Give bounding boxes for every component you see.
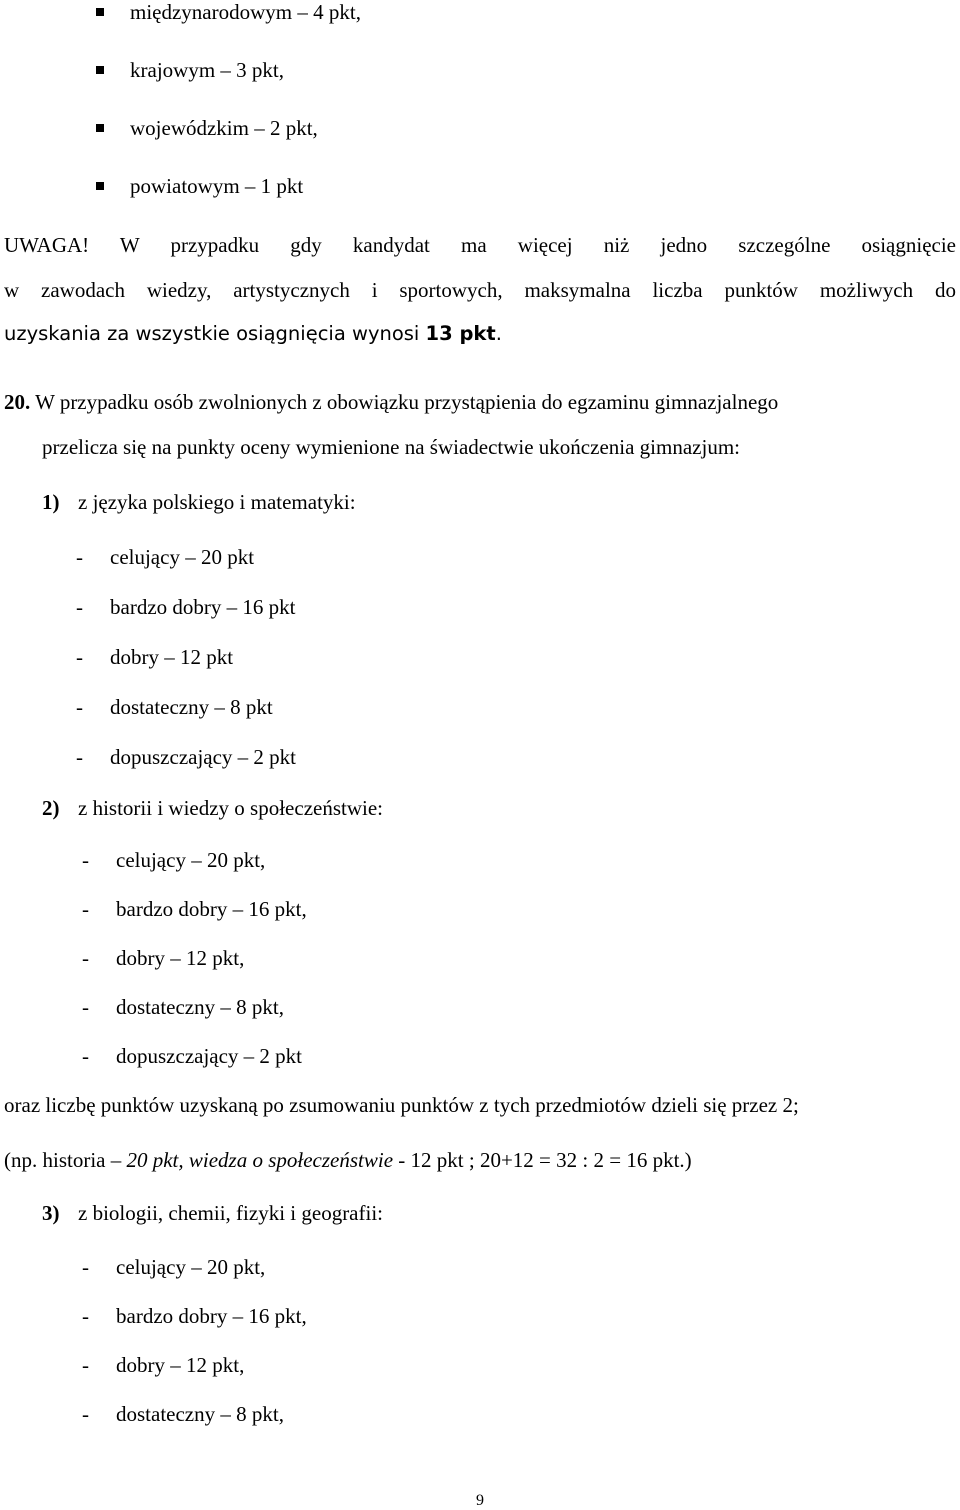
- note-text: W przypadku gdy kandydat ma więcej niż jedno szczególne osiągnięcie: [119, 233, 957, 257]
- grade-item: - dopuszczający – 2 pkt: [76, 745, 297, 769]
- grade-item: - dopuszczający – 2 pkt: [82, 1044, 303, 1068]
- grade-item: - dobry – 12 pkt,: [82, 946, 245, 970]
- section-20-line: przelicza się na punkty oceny wymienione na świadectwie ukończenia gimnazjum:: [42, 435, 740, 459]
- subsection-title: 3) z biologii, chemii, fizyki i geografii:: [42, 1201, 384, 1225]
- grade-item: - bardzo dobry – 16 pkt,: [82, 1304, 307, 1328]
- average-note: oraz liczbę punktów uzyskaną po zsumowaniu punktów z tych przedmiotów dzieli się przez 2;: [4, 1093, 799, 1117]
- bullet-square-icon: [96, 66, 104, 74]
- bullet-square-icon: [96, 124, 104, 132]
- max-points: 13 pkt: [425, 322, 496, 345]
- subsection-title: 1) z języka polskiego i matematyki:: [42, 490, 356, 514]
- example-note: (np. historia – 20 pkt, wiedza o społeczeństwie - 12 pkt ; 20+12 = 32 : 2 = 16 pkt.): [4, 1148, 692, 1172]
- note-line: [4, 233, 956, 257]
- section-20-line: 20. W przypadku osób zwolnionych z obowiązku przystąpienia do egzaminu gimnazjalnego: [4, 390, 779, 414]
- grade-item: - celujący – 20 pkt,: [82, 1255, 266, 1279]
- grade-item: - dobry – 12 pkt,: [82, 1353, 245, 1377]
- bullet-square-icon: [96, 8, 104, 16]
- list-item: krajowym – 3 pkt,: [130, 58, 284, 82]
- list-item: powiatowym – 1 pkt: [130, 174, 304, 198]
- grade-item: - bardzo dobry – 16 pkt,: [82, 897, 307, 921]
- page-number: 9: [476, 1492, 484, 1509]
- grade-item: - dostateczny – 8 pkt,: [82, 995, 284, 1019]
- note-line: w zawodach wiedzy, artystycznych i sportowych, maksymalna liczba punktów możliwych do: [4, 278, 956, 302]
- grade-item: - dostateczny – 8 pkt: [76, 695, 273, 719]
- grade-item: - celujący – 20 pkt,: [82, 848, 266, 872]
- bullet-square-icon: [96, 182, 104, 190]
- grade-item: - celujący – 20 pkt: [76, 545, 255, 569]
- section-number: 20.: [4, 390, 31, 414]
- subsection-title: 2) z historii i wiedzy o społeczeństwie:: [42, 796, 384, 820]
- note-label: UWAGA!: [4, 233, 90, 257]
- list-item: wojewódzkim – 2 pkt,: [130, 116, 318, 140]
- note-line: uzyskania za wszystkie osiągnięcia wynosi 13 pkt.: [4, 322, 502, 345]
- list-item: międzynarodowym – 4 pkt,: [130, 0, 361, 24]
- grade-item: - bardzo dobry – 16 pkt: [76, 595, 296, 619]
- grade-item: - dostateczny – 8 pkt,: [82, 1402, 284, 1426]
- grade-item: - dobry – 12 pkt: [76, 645, 234, 669]
